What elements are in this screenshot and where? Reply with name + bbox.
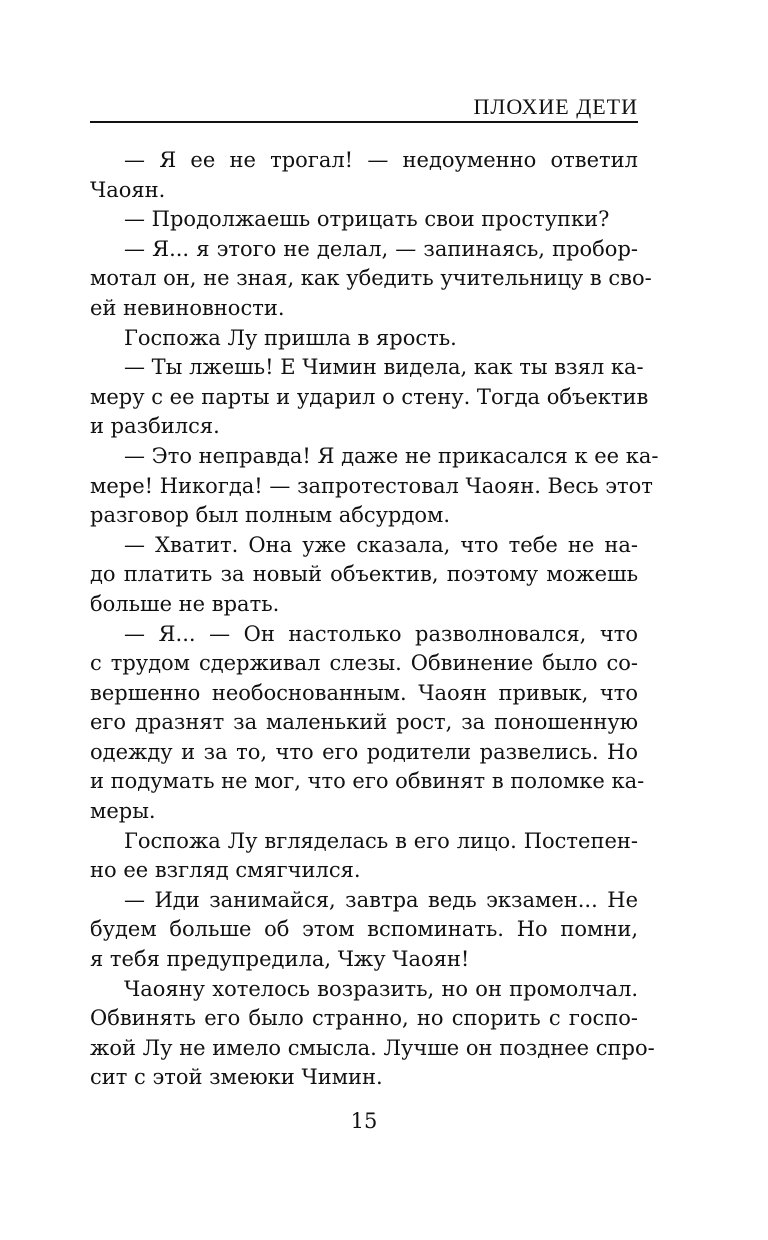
header-rule bbox=[90, 121, 638, 123]
text-line: — Я... — Он настолько разволновался, что bbox=[124, 621, 638, 646]
text-line: с трудом сдерживал слезы. Обвинение было со- bbox=[90, 651, 638, 676]
text-line: — Хватит. Она уже сказала, что тебе не на- bbox=[124, 532, 638, 557]
text-line: я тебя предупредила, Чжу Чаоян! bbox=[90, 947, 470, 972]
text-line: но ее взгляд смягчился. bbox=[90, 858, 361, 883]
text-line: Чаоян. bbox=[90, 177, 166, 202]
text-line: меры. bbox=[90, 799, 156, 824]
text-line: — Продолжаешь отрицать свои проступки? bbox=[124, 207, 610, 232]
text-line: и разбился. bbox=[90, 414, 220, 439]
text-line: мере! Никогда! — запротестовал Чаоян. Весь этот bbox=[90, 473, 653, 498]
text-line: больше не врать. bbox=[90, 591, 280, 616]
text-line: будем больше об этом вспоминать. Но помни, bbox=[90, 917, 638, 942]
text-line: до платить за новый объектив, поэтому можешь bbox=[90, 562, 638, 587]
text-line: Госпожа Лу вгляделась в его лицо. Постепен- bbox=[124, 828, 638, 853]
text-line: разговор был полным абсурдом. bbox=[90, 503, 451, 528]
text-line: — Я... я этого не делал, — запинаясь, пробор- bbox=[124, 236, 638, 261]
text-line: ей невиновности. bbox=[90, 295, 285, 320]
text-line: Чаояну хотелось возразить, но он промолчал. bbox=[124, 976, 638, 1001]
text-line: — Я ее не трогал! — недоуменно ответил bbox=[124, 148, 638, 172]
text-line: и подумать не мог, что его обвинят в поломке ка- bbox=[90, 769, 645, 794]
text-line: мотал он, не зная, как убедить учительницу в сво- bbox=[90, 266, 652, 291]
text-line: одежду и за то, что его родители развелись. Но bbox=[90, 739, 638, 764]
page-body-text bbox=[90, 146, 659, 1093]
text-line: — Это неправда! Я даже не прикасался к ее ка- bbox=[124, 443, 659, 468]
page-number: 15 bbox=[350, 1109, 378, 1133]
text-line: его дразнят за маленький рост, за поношенную bbox=[90, 710, 638, 735]
text-line: Госпожа Лу пришла в ярость. bbox=[124, 325, 457, 350]
text-line: сит с этой змеюки Чимин. bbox=[90, 1065, 383, 1090]
text-line: жой Лу не имело смысла. Лучше он позднее спро- bbox=[90, 1035, 655, 1060]
text-line: вершенно необоснованным. Чаоян привык, что bbox=[90, 680, 638, 705]
text-line: меру с ее парты и ударил о стену. Тогда объектив bbox=[90, 384, 649, 409]
text-line: Обвинять его было странно, но спорить с госпо- bbox=[90, 1006, 638, 1031]
running-head-title: ПЛОХИЕ ДЕТИ bbox=[473, 94, 638, 119]
text-line: — Иди занимайся, завтра ведь экзамен... Не bbox=[124, 887, 638, 912]
text-line: — Ты лжешь! Е Чимин видела, как ты взял ка- bbox=[124, 355, 644, 380]
